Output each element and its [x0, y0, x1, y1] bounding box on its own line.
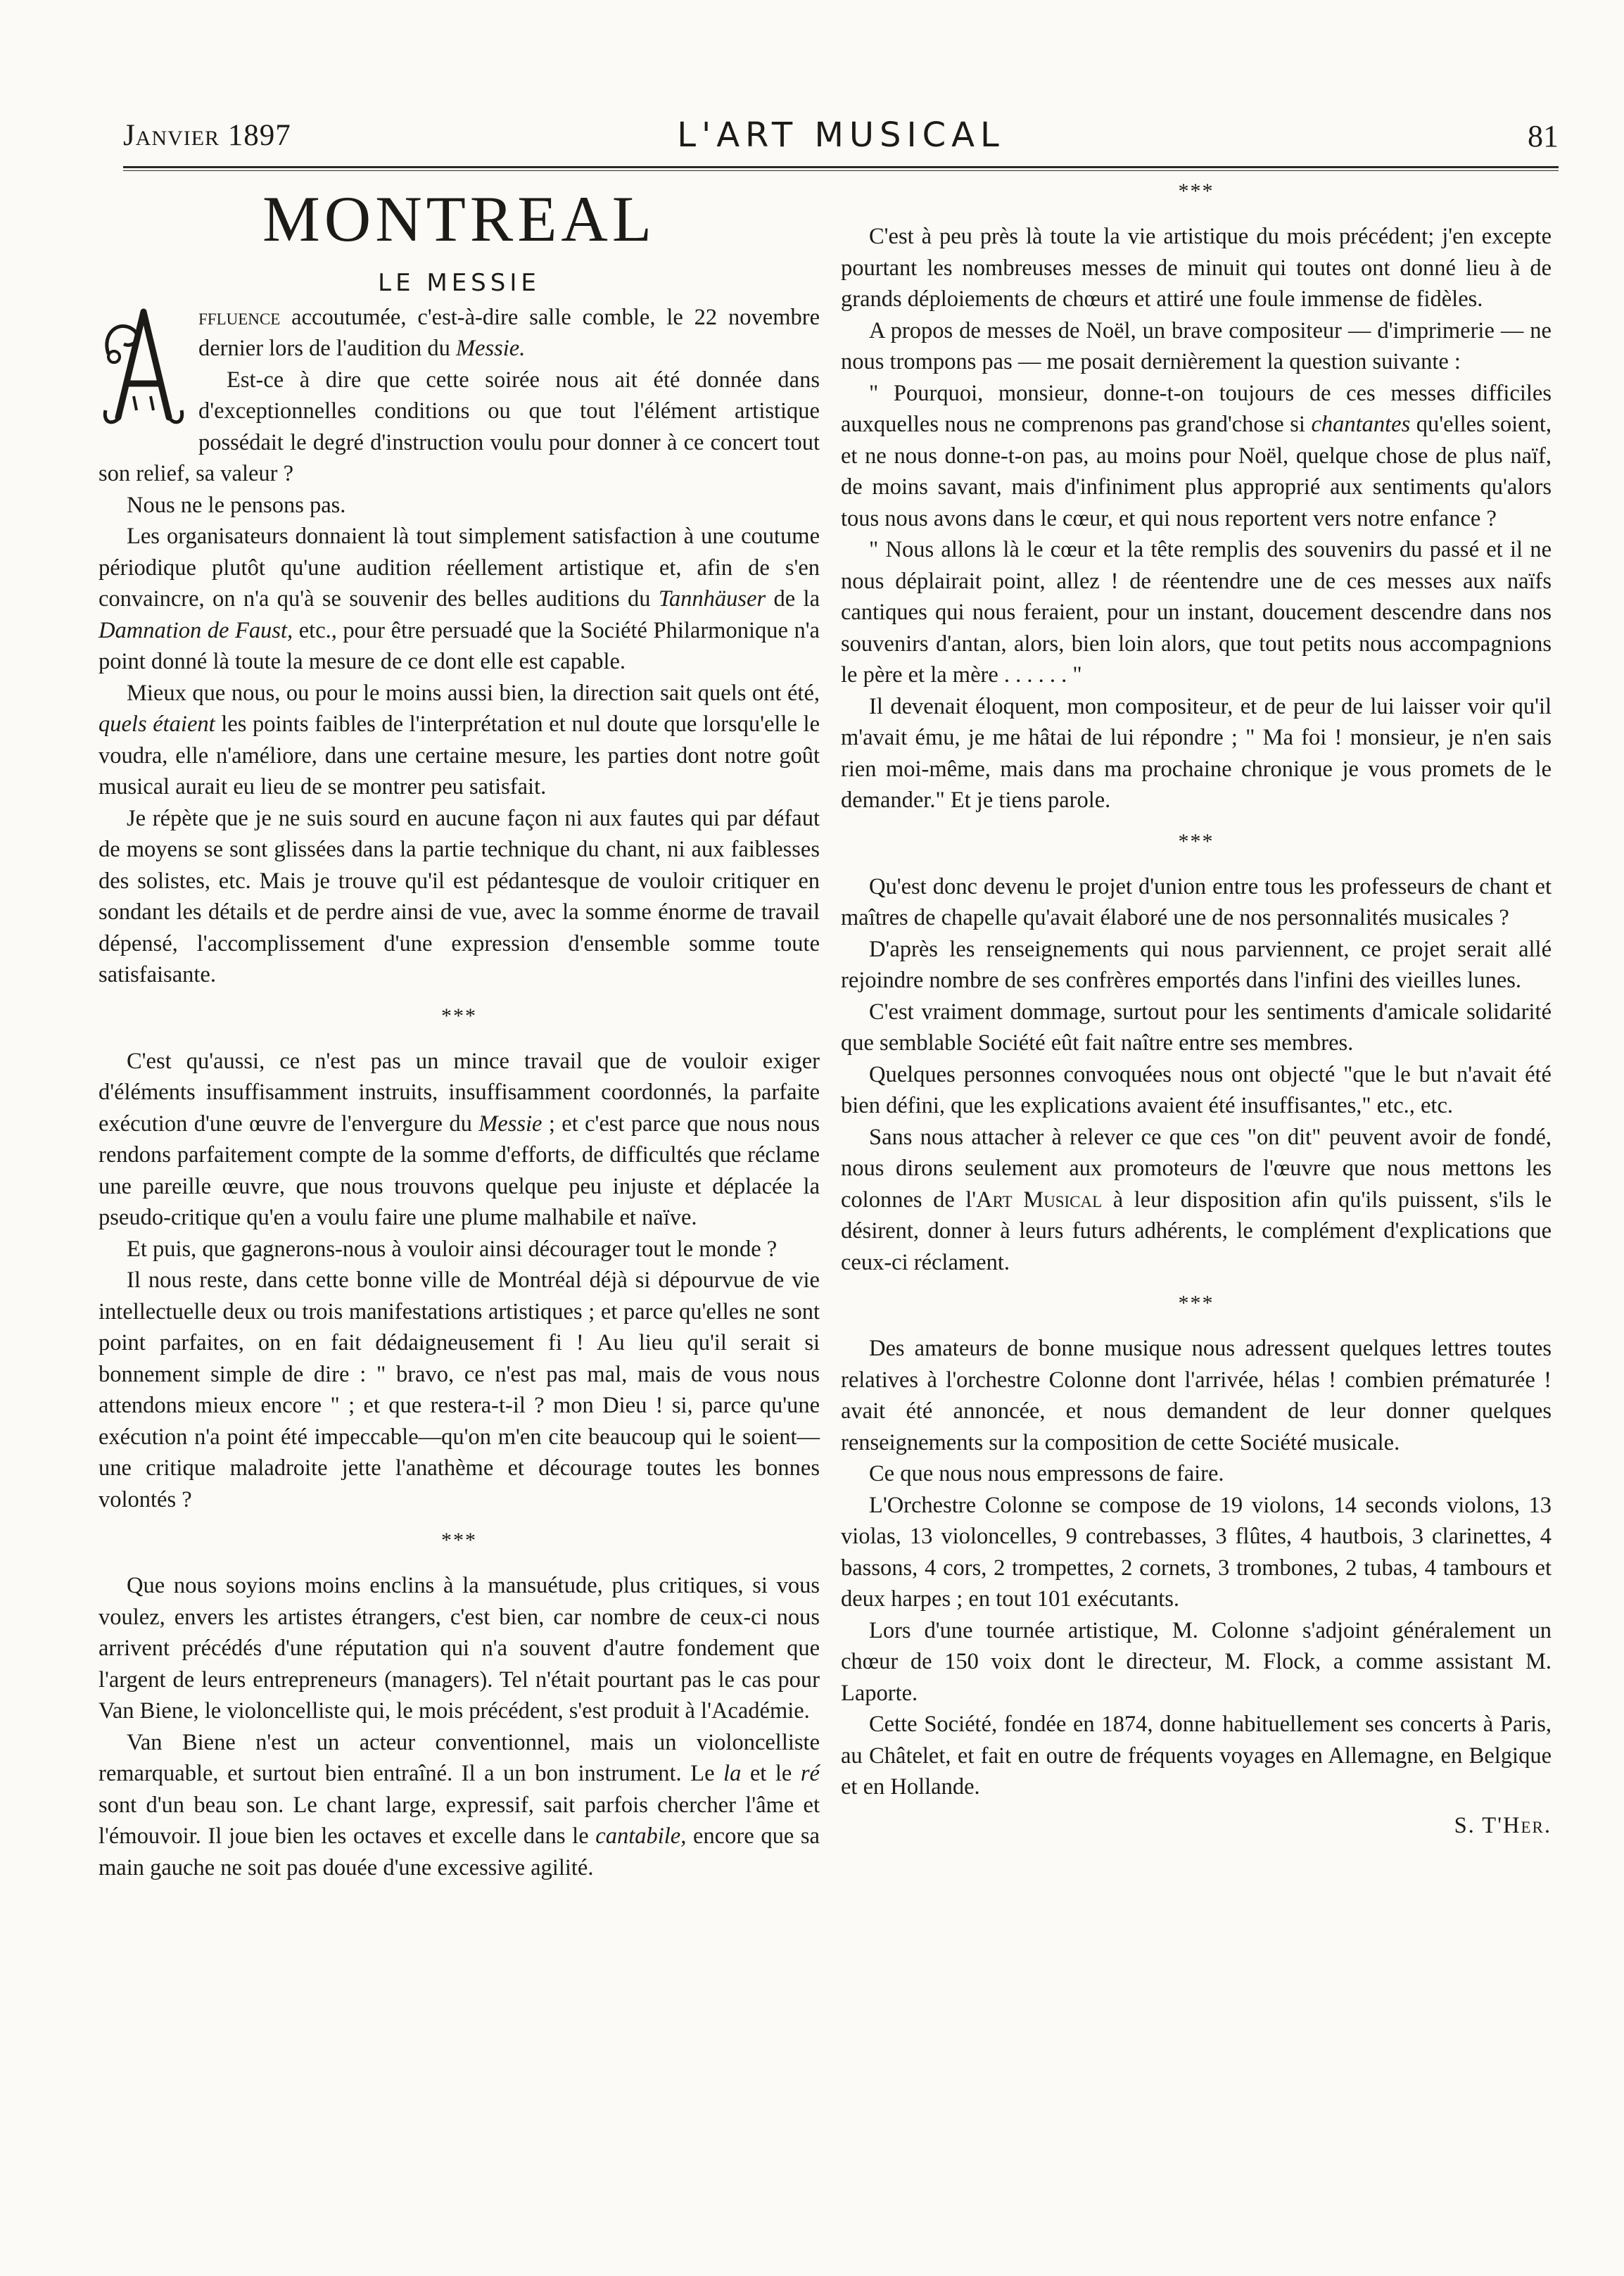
- paragraph: C'est vraiment dommage, surtout pour les sentiments d'amicale solidarité que semblable Société eût fait naître entre ses membres.: [841, 999, 1552, 1056]
- issue-date: Janvier 1897: [123, 119, 291, 152]
- paragraph: Est-ce à dire que cette soirée nous ait été donnée dans d'exceptionnelles conditions ou que tout l'élément artistique possédait le degré d'instruction voulu pour donner à ce concert tout son relief, sa valeur ?: [99, 367, 820, 486]
- paragraph: Il devenait éloquent, mon compositeur, et de peur de lui laisser voir qu'il m'avait ému, je me hâtai de lui répondre ; " Ma foi ! monsieur, je n'en sais rien moi-même, mais dans ma prochaine chronique je vous promets de le demander." Et je tiens parole.: [841, 693, 1552, 813]
- paragraph: ffluence accoutumée, c'est-à-dire salle comble, le 22 novembre dernier lors de l'audition du Messie.: [198, 304, 820, 361]
- paragraph: Cette Société, fondée en 1874, donne habituellement ses concerts à Paris, au Châtelet, et fait en outre de fréquents voyages en Allemagne, en Belgique et en Hollande.: [841, 1712, 1552, 1800]
- paragraph: " Nous allons là le cœur et la tête remplis des souvenirs du passé et il ne nous déplairait point, allez ! de réentendre une de ces messes aux naïfs cantiques qui nous feraient, pour un instant, doucement descendre dans nos souvenirs d'antan, alors, bien loin alors, que tout petits nous accompagnions le père et la mère . . . . . . ": [841, 537, 1552, 688]
- running-header: [123, 115, 1559, 167]
- paragraph: Quelques personnes convoquées nous ont objecté "que le but n'avait été bien défini, que les explications avaient été insuffisantes," etc., etc.: [841, 1061, 1552, 1118]
- paragraph: C'est à peu près là toute la vie artistique du mois précédent; j'en excepte pourtant les nombreuses messes de minuit qui toutes ont donné lieu à de grands déploiements de chœurs et attiré une foule immense de fidèles.: [841, 224, 1552, 312]
- paragraph: Qu'est donc devenu le projet d'union entre tous les professeurs de chant et maîtres de chapelle qu'avait élaboré une de nos personnalités musicales ?: [841, 873, 1552, 930]
- article-title: MONTREAL: [262, 183, 656, 255]
- paragraph: D'après les renseignements qui nous parviennent, ce projet serait allé rejoindre nombre de ses confrères emportés dans l'infini des vieilles lunes.: [841, 936, 1552, 993]
- section-separator: ***: [1178, 179, 1214, 203]
- paragraph: Je répète que je ne suis sourd en aucune façon ni aux fautes qui par défaut de moyens se sont glissées dans la partie technique du chant, ni aux faiblesses des solistes, etc. Mais je trouve qu'il est pédantesque de vouloir critiquer en sondant les détails et de perdre ainsi de vue, avec la somme énorme de travail dépensé, l'accomplissement d'une expression d'ensemble somme toute satisfaisante.: [99, 805, 820, 987]
- paragraph: Et puis, que gagnerons-nous à vouloir ainsi décourager tout le monde ?: [127, 1236, 778, 1262]
- left-column: [99, 176, 820, 1883]
- paragraph: Nous ne le pensons pas.: [127, 492, 346, 518]
- paragraph: C'est qu'aussi, ce n'est pas un mince travail que de vouloir exiger d'éléments insuffisamment instruits, insuffisamment coordonnés, la parfaite exécution d'une œuvre de l'envergure du Messie ; et c'est parce que nous nous rendons parfaitement compte de la somme d'efforts, de difficultés que réclame une pareille œuvre, que nous trouvons quelque peu injuste et déplacée la pseudo-critique qu'en a voulu faire une plume malhabile et naïve.: [99, 1048, 820, 1230]
- paragraph: Les organisateurs donnaient là tout simplement satisfaction à une coutume périodique plutôt qu'une audition réellement artistique et, afin de s'en convaincre, on n'a qu'à se souvenir des belles auditions du Tannhäuser de la Damnation de Faust, etc., pour être persuadé que la Société Philarmonique n'a point donné là toute la mesure de ce dont elle est capable.: [99, 524, 820, 674]
- paragraph: Que nous soyions moins enclins à la mansuétude, plus critiques, si vous voulez, envers les artistes étrangers, c'est bien, car nombre de ceux-ci nous arrivent précédés d'une réputation qui n'a souvent d'autre fondement que l'argent de leurs entrepreneurs (managers). Tel n'était pourtant pas le cas pour Van Biene, le violoncelliste qui, le mois précédent, s'est produit à l'Académie.: [99, 1573, 820, 1724]
- paragraph: Lors d'une tournée artistique, M. Colonne s'adjoint généralement un chœur de 150 voix dont le directeur, M. Flock, a comme assistant M. Laporte.: [841, 1617, 1552, 1706]
- journal-title: L'ART MUSICAL: [677, 115, 1005, 155]
- section-separator: ***: [1178, 829, 1214, 853]
- header-rule-thin: [123, 170, 1559, 171]
- author-signature: S. T'Her.: [1454, 1812, 1552, 1838]
- section-separator: ***: [441, 1529, 477, 1552]
- header-rule: [123, 166, 1559, 168]
- opening-paragraph: [99, 302, 820, 490]
- paragraph: A propos de messes de Noël, un brave compositeur — d'imprimerie — ne nous trompons pas — me posait dernièrement la question suivante :: [841, 317, 1552, 374]
- section-separator: ***: [1178, 1291, 1214, 1315]
- paragraph: Des amateurs de bonne musique nous adressent quelques lettres toutes relatives à l'orchestre Colonne dont l'arrivée, hélas ! combien prématurée ! avait été annoncée, et nous demandent de leur donner quelques renseignements sur la composition de cette Société musicale.: [841, 1336, 1552, 1455]
- paragraph: Mieux que nous, ou pour le moins aussi bien, la direction sait quels ont été, quels étaient les points faibles de l'interprétation et nul doute que lorsqu'elle le voudra, elle n'améliore, dans une certaine mesure, les parties dont notre goût musical aurait eu lieu de se montrer peu satisfait.: [99, 680, 820, 799]
- right-column: [841, 176, 1552, 1841]
- paragraph: Il nous reste, dans cette bonne ville de Montréal déjà si dépourvue de vie intellectuelle deux ou trois manifestations artistiques ; et parce qu'elles ne sont point parfaites, on en fait dédaigneusement fi ! Au lieu qu'il serait si bonnement simple de dire : " bravo, ce n'est pas mal, mais de vous nous attendons mieux encore " ; et que restera-t-il ? mon Dieu ! si, parce qu'une exécution n'a point été impeccable—qu'on m'en cite beaucoup qui le soient—une critique maladroite jette l'anathème et décourage toutes les bonnes volontés ?: [99, 1267, 820, 1512]
- section-separator: ***: [441, 1004, 477, 1028]
- article-subtitle: LE MESSIE: [378, 269, 540, 297]
- paragraph: L'Orchestre Colonne se compose de 19 violons, 14 seconds violons, 13 violas, 13 violoncelles, 9 contrebasses, 3 flûtes, 4 hautbois, 3 clarinettes, 4 bassons, 4 cors, 2 trompettes, 2 cornets, 3 trombones, 2 tubas, 4 tambours et deux harpes ; en tout 101 exécutants.: [841, 1492, 1552, 1612]
- page-number: 81: [1528, 119, 1559, 153]
- ornamental-drop-cap-icon: [99, 305, 189, 429]
- paragraph: Ce que nous nous empressons de faire.: [869, 1461, 1224, 1486]
- paragraph: Van Biene n'est un acteur conventionnel, mais un violoncelliste remarquable, et surtout bien entraîné. Il a un bon instrument. Le la et le ré sont d'un beau son. Le chant large, expressif, sait parfois chercher l'âme et l'émouvoir. Il joue bien les octaves et excelle dans le cantabile, encore que sa main gauche ne soit pas douée d'une excessive agilité.: [99, 1729, 820, 1880]
- paragraph: " Pourquoi, monsieur, donne-t-on toujours de ces messes difficiles auxquelles nous ne comprenons pas grand'chose si chantantes qu'elles soient, et ne nous donne-t-on pas, au moins pour Noël, quelque chose de plus naïf, de moins savant, mais d'infiniment plus approprié aux sentiments qu'alors tous nous avons dans le cœur, et qui nous reportent vers notre enfance ?: [841, 380, 1552, 531]
- paragraph: Sans nous attacher à relever ce que ces "on dit" peuvent avoir de fondé, nous dirons seulement aux promoteurs de l'œuvre que nous mettons les colonnes de l'Art Musical à leur disposition afin qu'ils puissent, s'ils le désirent, donner à leurs futurs adhérents, le complément d'explications que ceux-ci réclament.: [841, 1124, 1552, 1275]
